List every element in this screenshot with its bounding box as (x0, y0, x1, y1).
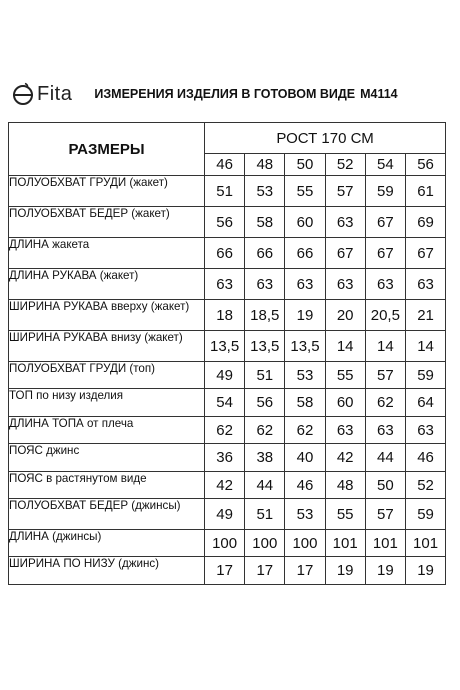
fita-logo-icon (12, 82, 34, 106)
brand-name: Fita (37, 82, 73, 105)
measurement-value: 18 (205, 300, 245, 331)
measurement-value: 53 (285, 499, 325, 530)
measurement-label: ПОЯС в растянутом виде (9, 472, 205, 499)
measurement-value: 51 (245, 499, 285, 530)
measurement-value: 100 (285, 530, 325, 557)
measurement-label: ПОЛУОБХВАТ ГРУДИ (топ) (9, 362, 205, 389)
table-row (9, 238, 446, 269)
measurement-value: 49 (205, 499, 245, 530)
table-row (9, 530, 446, 557)
measurement-value: 66 (205, 238, 245, 269)
measurement-label: ШИРИНА ПО НИЗУ (джинс) (9, 557, 205, 585)
size-column-header: 46 (205, 154, 245, 176)
table-row (9, 176, 446, 207)
measurement-value: 67 (365, 238, 405, 269)
measurement-value: 66 (285, 238, 325, 269)
measurement-value: 59 (365, 176, 405, 207)
table-header-row (9, 123, 446, 154)
measurement-value: 38 (245, 444, 285, 472)
measurement-value: 63 (325, 207, 365, 238)
measurement-value: 57 (325, 176, 365, 207)
measurement-value: 62 (205, 417, 245, 444)
measurement-value: 36 (205, 444, 245, 472)
measurement-value: 17 (205, 557, 245, 585)
measurement-value: 56 (245, 389, 285, 417)
measurement-value: 54 (205, 389, 245, 417)
measurement-value: 56 (205, 207, 245, 238)
measurement-label: ПОЛУОБХВАТ БЕДЕР (джинсы) (9, 499, 205, 530)
measurement-value: 19 (285, 300, 325, 331)
measurement-value: 51 (245, 362, 285, 389)
measurement-label: ТОП по низу изделия (9, 389, 205, 417)
measurement-value: 61 (405, 176, 445, 207)
measurement-value: 20 (325, 300, 365, 331)
measurement-value: 60 (325, 389, 365, 417)
measurement-label: ПОЛУОБХВАТ ГРУДИ (жакет) (9, 176, 205, 207)
measurement-value: 63 (365, 269, 405, 300)
measurement-label: ДЛИНА РУКАВА (жакет) (9, 269, 205, 300)
measurement-value: 53 (285, 362, 325, 389)
measurement-value: 101 (325, 530, 365, 557)
measurement-value: 58 (245, 207, 285, 238)
model-number: М4114 (360, 87, 398, 101)
measurement-value: 64 (405, 389, 445, 417)
table-row (9, 499, 446, 530)
size-column-header: 54 (365, 154, 405, 176)
table-row (9, 472, 446, 499)
table-row (9, 389, 446, 417)
measurement-label: ШИРИНА РУКАВА внизу (жакет) (9, 331, 205, 362)
size-chart-table (8, 122, 446, 585)
measurement-value: 101 (405, 530, 445, 557)
measurement-label: ШИРИНА РУКАВА вверху (жакет) (9, 300, 205, 331)
measurement-value: 69 (405, 207, 445, 238)
measurement-value: 55 (285, 176, 325, 207)
measurement-value: 20,5 (365, 300, 405, 331)
measurement-value: 13,5 (245, 331, 285, 362)
measurement-value: 63 (405, 417, 445, 444)
measurement-value: 44 (245, 472, 285, 499)
measurement-value: 59 (405, 362, 445, 389)
size-column-header: 50 (285, 154, 325, 176)
measurement-value: 63 (325, 269, 365, 300)
brand-logo (12, 82, 72, 106)
document-header (12, 80, 452, 108)
measurement-value: 58 (285, 389, 325, 417)
measurement-value: 62 (245, 417, 285, 444)
height-header: РОСТ 170 СМ (205, 123, 446, 154)
measurement-value: 14 (325, 331, 365, 362)
measurement-value: 63 (285, 269, 325, 300)
measurement-value: 101 (365, 530, 405, 557)
measurement-value: 13,5 (205, 331, 245, 362)
measurement-value: 14 (365, 331, 405, 362)
measurement-label: ДЛИНА ТОПА от плеча (9, 417, 205, 444)
measurement-value: 63 (205, 269, 245, 300)
measurement-value: 14 (405, 331, 445, 362)
table-row (9, 417, 446, 444)
measurement-value: 67 (405, 238, 445, 269)
measurement-value: 100 (245, 530, 285, 557)
measurement-value: 57 (365, 362, 405, 389)
measurement-value: 48 (325, 472, 365, 499)
table-row (9, 331, 446, 362)
measurement-value: 13,5 (285, 331, 325, 362)
measurement-value: 50 (365, 472, 405, 499)
measurement-value: 62 (365, 389, 405, 417)
measurement-value: 44 (365, 444, 405, 472)
table-row (9, 362, 446, 389)
measurement-value: 42 (205, 472, 245, 499)
measurement-value: 63 (405, 269, 445, 300)
measurement-value: 18,5 (245, 300, 285, 331)
measurement-label: ПОЛУОБХВАТ БЕДЕР (жакет) (9, 207, 205, 238)
measurement-value: 100 (205, 530, 245, 557)
measurement-value: 46 (405, 444, 445, 472)
measurement-value: 67 (325, 238, 365, 269)
table-row (9, 444, 446, 472)
measurement-value: 55 (325, 499, 365, 530)
measurement-label: ПОЯС джинс (9, 444, 205, 472)
sizes-header: РАЗМЕРЫ (9, 123, 205, 176)
measurement-value: 19 (325, 557, 365, 585)
size-column-header: 56 (405, 154, 445, 176)
document-title: ИЗМЕРЕНИЯ ИЗДЕЛИЯ В ГОТОВОМ ВИДЕ (94, 87, 356, 101)
measurement-value: 40 (285, 444, 325, 472)
measurement-value: 51 (205, 176, 245, 207)
measurement-value: 46 (285, 472, 325, 499)
measurement-label: ДЛИНА (джинсы) (9, 530, 205, 557)
measurement-label: ДЛИНА жакета (9, 238, 205, 269)
measurement-value: 60 (285, 207, 325, 238)
measurement-value: 62 (285, 417, 325, 444)
measurement-value: 17 (245, 557, 285, 585)
measurement-value: 53 (245, 176, 285, 207)
table-row (9, 207, 446, 238)
measurement-value: 55 (325, 362, 365, 389)
measurement-value: 19 (405, 557, 445, 585)
measurement-value: 52 (405, 472, 445, 499)
measurement-value: 63 (365, 417, 405, 444)
measurement-value: 67 (365, 207, 405, 238)
size-column-header: 52 (325, 154, 365, 176)
measurement-value: 63 (245, 269, 285, 300)
measurement-value: 66 (245, 238, 285, 269)
measurement-value: 49 (205, 362, 245, 389)
measurement-value: 19 (365, 557, 405, 585)
measurement-value: 21 (405, 300, 445, 331)
measurement-value: 63 (325, 417, 365, 444)
table-row (9, 300, 446, 331)
measurement-value: 42 (325, 444, 365, 472)
table-row (9, 269, 446, 300)
measurement-value: 17 (285, 557, 325, 585)
measurement-value: 57 (365, 499, 405, 530)
table-row (9, 557, 446, 585)
measurement-value: 59 (405, 499, 445, 530)
size-column-header: 48 (245, 154, 285, 176)
